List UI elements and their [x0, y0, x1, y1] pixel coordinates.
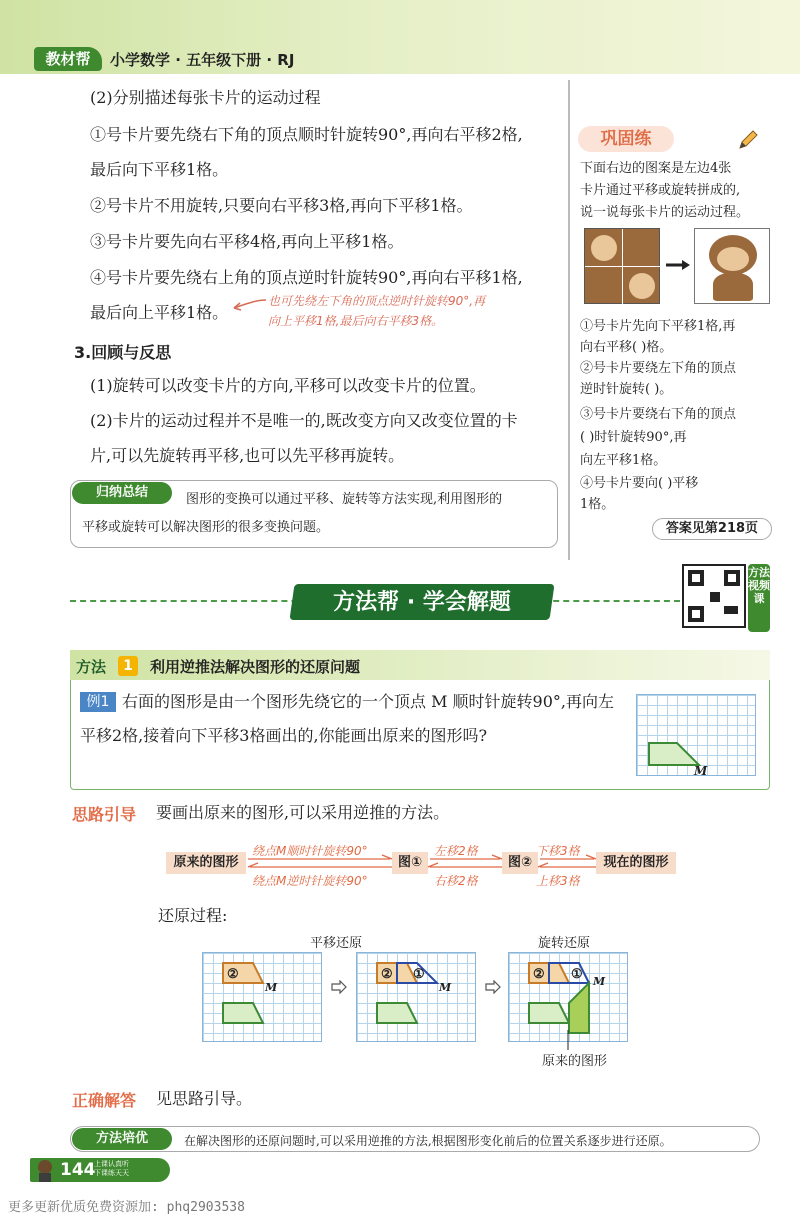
- watermark: 更多更新优质免费资源加: phq2903538: [8, 1200, 245, 1215]
- flow-bot-2: 右移2格: [434, 874, 478, 888]
- header-title: 小学数学 · 五年级下册 · RJ: [110, 51, 295, 69]
- example-text-2: 平移2格,接着向下平移3格画出的,你能画出原来的图形吗?: [80, 726, 488, 745]
- practice-item-2b: 逆时针旋转( )。: [580, 382, 673, 397]
- practice-intro-1: 下面右边的图案是左边4张: [580, 161, 732, 176]
- puzzle-cards: [584, 228, 660, 304]
- practice-item-1b: 向右平移( )格。: [580, 340, 673, 355]
- guide-label: 思路引导: [72, 805, 137, 824]
- flow-start: 原来的图形: [166, 852, 246, 874]
- caption-translate: 平移还原: [310, 936, 363, 951]
- line-1: ①号卡片要先绕右下角的顶点顺时针旋转90°,再向右平移2格,: [90, 125, 523, 144]
- grid3-label-1: ①: [571, 967, 583, 982]
- column-divider: [568, 80, 570, 560]
- qr-label: 方法视频课: [748, 564, 770, 632]
- grid2-label-2: ②: [381, 967, 393, 982]
- note-arrow: [228, 294, 268, 314]
- process-label: 还原过程:: [158, 906, 228, 925]
- reflect-1: (1)旋转可以改变卡片的方向,平移可以改变卡片的位置。: [90, 376, 486, 395]
- original-figure-label: 原来的图形: [542, 1054, 608, 1069]
- flow-fig2: 图②: [502, 852, 538, 874]
- flow-top-3: 下移3格: [536, 844, 580, 858]
- practice-item-4b: 1格。: [580, 497, 615, 512]
- page-number: 144: [60, 1160, 96, 1180]
- process-grid-1: [202, 952, 322, 1042]
- line-6: 最后向上平移1格。: [90, 303, 229, 322]
- method-title: 利用逆推法解决图形的还原问题: [150, 658, 361, 676]
- section-banner-title: 方法帮 · 学会解题: [333, 590, 511, 615]
- grid1-label-2: ②: [227, 967, 239, 982]
- answer-text: 见思路引导。: [156, 1089, 253, 1108]
- practice-item-2a: ②号卡片要绕左下角的顶点: [580, 361, 737, 376]
- practice-item-3c: 向左平移1格。: [580, 453, 667, 468]
- line-5: ④号卡片要先绕右上角的顶点逆时针旋转90°,再向右平移1格,: [90, 268, 523, 287]
- step-arrow-1: [330, 980, 348, 994]
- flow-bot-3: 上移3格: [536, 874, 580, 888]
- example-text-1: 右面的图形是由一个图形先绕它的一个顶点 M 顺时针旋转90°,再向左: [122, 692, 615, 711]
- line-3: ②号卡片不用旋转,只要向右平移3格,再向下平移1格。: [90, 196, 473, 215]
- note-line-1: 也可先绕左下角的顶点逆时针旋转90°,再: [268, 294, 486, 308]
- practice-item-3a: ③号卡片要绕右下角的顶点: [580, 407, 737, 422]
- line-2: 最后向下平移1格。: [90, 160, 229, 179]
- grid3-shape-original: [569, 983, 589, 1033]
- pencil-icon: [736, 128, 760, 152]
- grid2-label-1: ①: [413, 967, 425, 982]
- summary-line-1: 图形的变换可以通过平移、旋转等方法实现,利用图形的: [186, 492, 503, 507]
- practice-title: 巩固练: [578, 126, 674, 152]
- answer-label: 正确解答: [72, 1091, 137, 1110]
- grid3-label-m: M: [593, 975, 606, 988]
- practice-item-4a: ④号卡片要向( )平移: [580, 476, 699, 491]
- mascot-icon: [34, 1158, 56, 1182]
- summary-line-2: 平移或旋转可以解决图形的很多变换问题。: [82, 520, 330, 535]
- flow-top-2: 左移2格: [434, 844, 478, 858]
- reflect-2a: (2)卡片的运动过程并不是唯一的,既改变方向又改变位置的卡: [90, 411, 518, 430]
- flow-top-1: 绕点M顺时针旋转90°: [252, 844, 368, 858]
- practice-intro-2: 卡片通过平移或旋转拼成的,: [580, 183, 741, 198]
- example-shape: [649, 743, 699, 765]
- answer-reference: 答案见第218页: [652, 518, 772, 540]
- process-grid-2: [356, 952, 476, 1042]
- process-grid-3: [508, 952, 628, 1042]
- right-arrow-icon: [664, 258, 692, 272]
- practice-item-3b: ( )时针旋转90°,再: [580, 430, 687, 445]
- flow-bot-1: 绕点M逆时针旋转90°: [252, 874, 368, 888]
- flow-fig1: 图①: [392, 852, 428, 874]
- reflect-2b: 片,可以先旋转再平移,也可以先平移再旋转。: [90, 446, 405, 465]
- method-tip-tag: 方法培优: [72, 1128, 172, 1150]
- grid2-shape-now: [377, 1003, 417, 1023]
- qr-code[interactable]: [682, 564, 746, 628]
- section-3-title: 3.回顾与反思: [74, 343, 172, 362]
- step-arrow-2: [484, 980, 502, 994]
- method-tip-text: 在解决图形的还原问题时,可以采用逆推的方法,根据图形变化前后的位置关系逐步进行还原。: [184, 1134, 672, 1148]
- footer-slogan: 上课认真听 下课练天天: [94, 1160, 129, 1177]
- grid2-label-m: M: [439, 981, 452, 994]
- summary-tag: 归纳总结: [72, 482, 172, 504]
- practice-item-1a: ①号卡片先向下平移1格,再: [580, 319, 736, 334]
- example-point-m: M: [694, 764, 708, 778]
- grid3-shape-now: [529, 1003, 569, 1023]
- grid1-shape-now: [223, 1003, 263, 1023]
- header-badge: 教材帮: [34, 47, 102, 71]
- guide-text: 要画出原来的图形,可以采用逆推的方法。: [156, 803, 450, 822]
- q2-title: (2)分别描述每张卡片的运动过程: [90, 88, 321, 107]
- flow-end: 现在的图形: [596, 852, 676, 874]
- method-number: 1: [118, 656, 138, 676]
- practice-intro-3: 说一说每张卡片的运动过程。: [580, 205, 750, 220]
- caption-rotate: 旋转还原: [538, 936, 591, 951]
- grid1-label-m: M: [265, 981, 278, 994]
- grid3-label-2: ②: [533, 967, 545, 982]
- original-pointer: [566, 1030, 570, 1050]
- method-tag: 方法: [76, 658, 107, 676]
- line-4: ③号卡片要先向右平移4格,再向上平移1格。: [90, 232, 404, 251]
- note-line-2: 向上平移1格,最后向右平移3格。: [268, 314, 444, 328]
- example-tag: 例1: [80, 692, 116, 712]
- monkey-picture: [694, 228, 770, 304]
